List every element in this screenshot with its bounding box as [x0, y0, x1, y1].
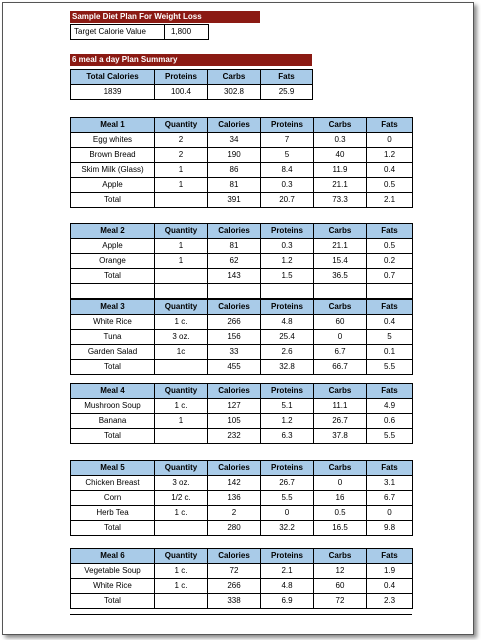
- meal-column-header: Carbs: [314, 224, 367, 239]
- food-value: 33: [208, 345, 261, 360]
- meal-header-row: [71, 224, 413, 239]
- food-value: 26.7: [261, 476, 314, 491]
- food-value: 266: [208, 579, 261, 594]
- meal-name: Meal 4: [71, 384, 155, 399]
- target-calorie-value: 1,800: [171, 27, 192, 36]
- total-value: 5.5: [367, 429, 413, 444]
- total-row: [71, 521, 413, 536]
- total-label: Total: [71, 360, 155, 375]
- total-value: 232: [208, 429, 261, 444]
- food-value: 60: [314, 315, 367, 330]
- summary-value: 25.9: [261, 85, 313, 100]
- food-value: 0.3: [314, 133, 367, 148]
- empty-cell: [155, 284, 208, 299]
- meal-column-header: Proteins: [261, 224, 314, 239]
- food-value: 1.9: [367, 564, 413, 579]
- summary-value: 100.4: [155, 85, 208, 100]
- food-value: 266: [208, 315, 261, 330]
- food-value: 0: [367, 133, 413, 148]
- food-value: 1 c.: [155, 579, 208, 594]
- meal-column-header: Proteins: [261, 384, 314, 399]
- meal-table: [70, 548, 413, 609]
- total-row: [71, 429, 413, 444]
- food-value: 6.7: [367, 491, 413, 506]
- total-label: Total: [71, 193, 155, 208]
- food-row: [71, 579, 413, 594]
- meal-table: [70, 117, 413, 208]
- food-value: 4.8: [261, 315, 314, 330]
- meal-column-header: Quantity: [155, 300, 208, 315]
- food-row: [71, 399, 413, 414]
- food-value: 86: [208, 163, 261, 178]
- food-value: 4.8: [261, 579, 314, 594]
- total-row: [71, 594, 413, 609]
- food-row: [71, 564, 413, 579]
- food-value: 0.4: [367, 163, 413, 178]
- meal-column-header: Calories: [208, 549, 261, 564]
- food-row: [71, 491, 413, 506]
- food-value: 0: [261, 506, 314, 521]
- food-value: 8.4: [261, 163, 314, 178]
- meal-header-row: [71, 549, 413, 564]
- meal-column-header: Quantity: [155, 118, 208, 133]
- total-value: 73.3: [314, 193, 367, 208]
- food-value: 3 oz.: [155, 330, 208, 345]
- empty-row: [71, 284, 413, 299]
- food-value: 0.3: [261, 178, 314, 193]
- food-value: 21.1: [314, 239, 367, 254]
- total-quantity-blank: [155, 429, 208, 444]
- total-value: 32.2: [261, 521, 314, 536]
- food-name: Orange: [71, 254, 155, 269]
- food-value: 1c: [155, 345, 208, 360]
- summary-header: Fats: [261, 70, 313, 85]
- food-value: 1: [155, 254, 208, 269]
- meal-column-header: Calories: [208, 224, 261, 239]
- meal-column-header: Fats: [367, 224, 413, 239]
- food-value: 1 c.: [155, 506, 208, 521]
- meal-column-header: Quantity: [155, 549, 208, 564]
- food-value: 2.1: [261, 564, 314, 579]
- food-name: Skim Milk (Glass): [71, 163, 155, 178]
- food-value: 1.2: [261, 254, 314, 269]
- meal-column-header: Proteins: [261, 461, 314, 476]
- food-value: 0.4: [367, 315, 413, 330]
- food-value: 60: [314, 579, 367, 594]
- total-label: Total: [71, 429, 155, 444]
- total-value: 66.7: [314, 360, 367, 375]
- empty-cell: [367, 284, 413, 299]
- total-row: [71, 193, 413, 208]
- meal-column-header: Quantity: [155, 461, 208, 476]
- food-row: [71, 254, 413, 269]
- total-value: 0.7: [367, 269, 413, 284]
- food-value: 5: [367, 330, 413, 345]
- meal-column-header: Carbs: [314, 461, 367, 476]
- meal-column-header: Fats: [367, 461, 413, 476]
- total-value: 6.3: [261, 429, 314, 444]
- meal-column-header: Fats: [367, 300, 413, 315]
- food-value: 0.6: [367, 414, 413, 429]
- food-value: 7: [261, 133, 314, 148]
- total-value: 143: [208, 269, 261, 284]
- food-value: 16: [314, 491, 367, 506]
- food-value: 34: [208, 133, 261, 148]
- food-value: 105: [208, 414, 261, 429]
- summary-table: [70, 69, 313, 100]
- food-value: 142: [208, 476, 261, 491]
- food-value: 1/2 c.: [155, 491, 208, 506]
- total-value: 338: [208, 594, 261, 609]
- food-value: 0.4: [367, 579, 413, 594]
- food-name: White Rice: [71, 579, 155, 594]
- total-value: 2.1: [367, 193, 413, 208]
- food-value: 127: [208, 399, 261, 414]
- total-value: 36.5: [314, 269, 367, 284]
- meal-column-header: Proteins: [261, 300, 314, 315]
- food-value: 26.7: [314, 414, 367, 429]
- food-name: Apple: [71, 178, 155, 193]
- food-value: 0: [367, 506, 413, 521]
- food-value: 11.1: [314, 399, 367, 414]
- total-value: 37.8: [314, 429, 367, 444]
- food-row: [71, 315, 413, 330]
- food-name: Brown Bread: [71, 148, 155, 163]
- meal-column-header: Fats: [367, 118, 413, 133]
- food-row: [71, 330, 413, 345]
- meal-column-header: Quantity: [155, 384, 208, 399]
- summary-header: Carbs: [208, 70, 261, 85]
- total-label: Total: [71, 594, 155, 609]
- meal-header-row: [71, 300, 413, 315]
- empty-cell: [71, 284, 155, 299]
- food-value: 3 oz.: [155, 476, 208, 491]
- page-title: Sample Diet Plan For Weight Loss: [70, 11, 260, 23]
- food-value: 5: [261, 148, 314, 163]
- food-row: [71, 239, 413, 254]
- summary-header-row: [71, 70, 313, 85]
- total-quantity-blank: [155, 269, 208, 284]
- total-value: 1.5: [261, 269, 314, 284]
- total-value: 32.8: [261, 360, 314, 375]
- food-value: 156: [208, 330, 261, 345]
- food-value: 136: [208, 491, 261, 506]
- total-row: [71, 360, 413, 375]
- food-value: 12: [314, 564, 367, 579]
- food-value: 2: [155, 133, 208, 148]
- food-row: [71, 178, 413, 193]
- food-name: Mushroon Soup: [71, 399, 155, 414]
- meal-header-row: [71, 461, 413, 476]
- meal-name: Meal 5: [71, 461, 155, 476]
- bottom-rule: [70, 614, 412, 615]
- total-value: 72: [314, 594, 367, 609]
- meal-column-header: Carbs: [314, 118, 367, 133]
- meal-name: Meal 6: [71, 549, 155, 564]
- food-name: Banana: [71, 414, 155, 429]
- food-value: 81: [208, 178, 261, 193]
- meal-name: Meal 1: [71, 118, 155, 133]
- meal-column-header: Quantity: [155, 224, 208, 239]
- total-quantity-blank: [155, 521, 208, 536]
- meal-column-header: Fats: [367, 384, 413, 399]
- meal-column-header: Carbs: [314, 384, 367, 399]
- food-value: 0.3: [261, 239, 314, 254]
- summary-value: 1839: [71, 85, 155, 100]
- empty-cell: [314, 284, 367, 299]
- food-value: 25.4: [261, 330, 314, 345]
- food-name: Apple: [71, 239, 155, 254]
- total-value: 5.5: [367, 360, 413, 375]
- empty-cell: [208, 284, 261, 299]
- food-row: [71, 506, 413, 521]
- food-name: Garden Salad: [71, 345, 155, 360]
- meal-column-header: Calories: [208, 384, 261, 399]
- food-value: 2.6: [261, 345, 314, 360]
- meal-column-header: Fats: [367, 549, 413, 564]
- total-value: 20.7: [261, 193, 314, 208]
- meal-column-header: Calories: [208, 118, 261, 133]
- food-value: 0.5: [367, 178, 413, 193]
- food-row: [71, 148, 413, 163]
- food-value: 3.1: [367, 476, 413, 491]
- food-value: 40: [314, 148, 367, 163]
- total-value: 280: [208, 521, 261, 536]
- food-value: 1 c.: [155, 564, 208, 579]
- food-value: 6.7: [314, 345, 367, 360]
- empty-cell: [261, 284, 314, 299]
- meal-column-header: Calories: [208, 461, 261, 476]
- food-value: 0.1: [367, 345, 413, 360]
- summary-header: Total Calories: [71, 70, 155, 85]
- target-divider: [164, 24, 165, 40]
- food-value: 1: [155, 239, 208, 254]
- food-value: 62: [208, 254, 261, 269]
- summary-value-row: [71, 85, 313, 100]
- food-value: 4.9: [367, 399, 413, 414]
- food-value: 72: [208, 564, 261, 579]
- meal-header-row: [71, 118, 413, 133]
- summary-title: 6 meal a day Plan Summary: [70, 54, 312, 66]
- total-quantity-blank: [155, 594, 208, 609]
- summary-value: 302.8: [208, 85, 261, 100]
- food-name: Vegetable Soup: [71, 564, 155, 579]
- food-value: 0: [314, 330, 367, 345]
- food-value: 5.5: [261, 491, 314, 506]
- meal-column-header: Proteins: [261, 118, 314, 133]
- total-label: Total: [71, 269, 155, 284]
- food-value: 0.5: [314, 506, 367, 521]
- food-value: 1 c.: [155, 399, 208, 414]
- total-value: 2.3: [367, 594, 413, 609]
- food-value: 1: [155, 178, 208, 193]
- meal-table: [70, 299, 413, 375]
- food-row: [71, 414, 413, 429]
- food-name: Herb Tea: [71, 506, 155, 521]
- food-name: Tuna: [71, 330, 155, 345]
- meal-table: [70, 383, 413, 444]
- total-value: 9.8: [367, 521, 413, 536]
- summary-header: Proteins: [155, 70, 208, 85]
- food-name: Chicken Breast: [71, 476, 155, 491]
- food-value: 1: [155, 163, 208, 178]
- food-value: 2: [155, 148, 208, 163]
- meal-column-header: Carbs: [314, 300, 367, 315]
- food-value: 1.2: [367, 148, 413, 163]
- food-value: 1 c.: [155, 315, 208, 330]
- total-value: 6.9: [261, 594, 314, 609]
- meal-name: Meal 2: [71, 224, 155, 239]
- food-value: 21.1: [314, 178, 367, 193]
- target-calorie-label: Target Calorie Value: [74, 27, 146, 36]
- total-label: Total: [71, 521, 155, 536]
- food-value: 11.9: [314, 163, 367, 178]
- food-value: 0.2: [367, 254, 413, 269]
- food-value: 190: [208, 148, 261, 163]
- food-name: White Rice: [71, 315, 155, 330]
- total-row: [71, 269, 413, 284]
- food-row: [71, 133, 413, 148]
- food-value: 81: [208, 239, 261, 254]
- meal-table: [70, 223, 413, 299]
- meal-column-header: Carbs: [314, 549, 367, 564]
- food-row: [71, 476, 413, 491]
- total-quantity-blank: [155, 193, 208, 208]
- food-value: 1: [155, 414, 208, 429]
- total-quantity-blank: [155, 360, 208, 375]
- total-value: 455: [208, 360, 261, 375]
- food-name: Egg whites: [71, 133, 155, 148]
- meal-name: Meal 3: [71, 300, 155, 315]
- food-value: 5.1: [261, 399, 314, 414]
- food-value: 2: [208, 506, 261, 521]
- food-row: [71, 345, 413, 360]
- food-value: 0.5: [367, 239, 413, 254]
- food-row: [71, 163, 413, 178]
- food-value: 0: [314, 476, 367, 491]
- meal-column-header: Calories: [208, 300, 261, 315]
- food-value: 15.4: [314, 254, 367, 269]
- meal-table: [70, 460, 413, 536]
- meal-column-header: Proteins: [261, 549, 314, 564]
- target-calorie-row: [70, 24, 209, 40]
- food-name: Corn: [71, 491, 155, 506]
- total-value: 391: [208, 193, 261, 208]
- total-value: 16.5: [314, 521, 367, 536]
- food-value: 1.2: [261, 414, 314, 429]
- meal-header-row: [71, 384, 413, 399]
